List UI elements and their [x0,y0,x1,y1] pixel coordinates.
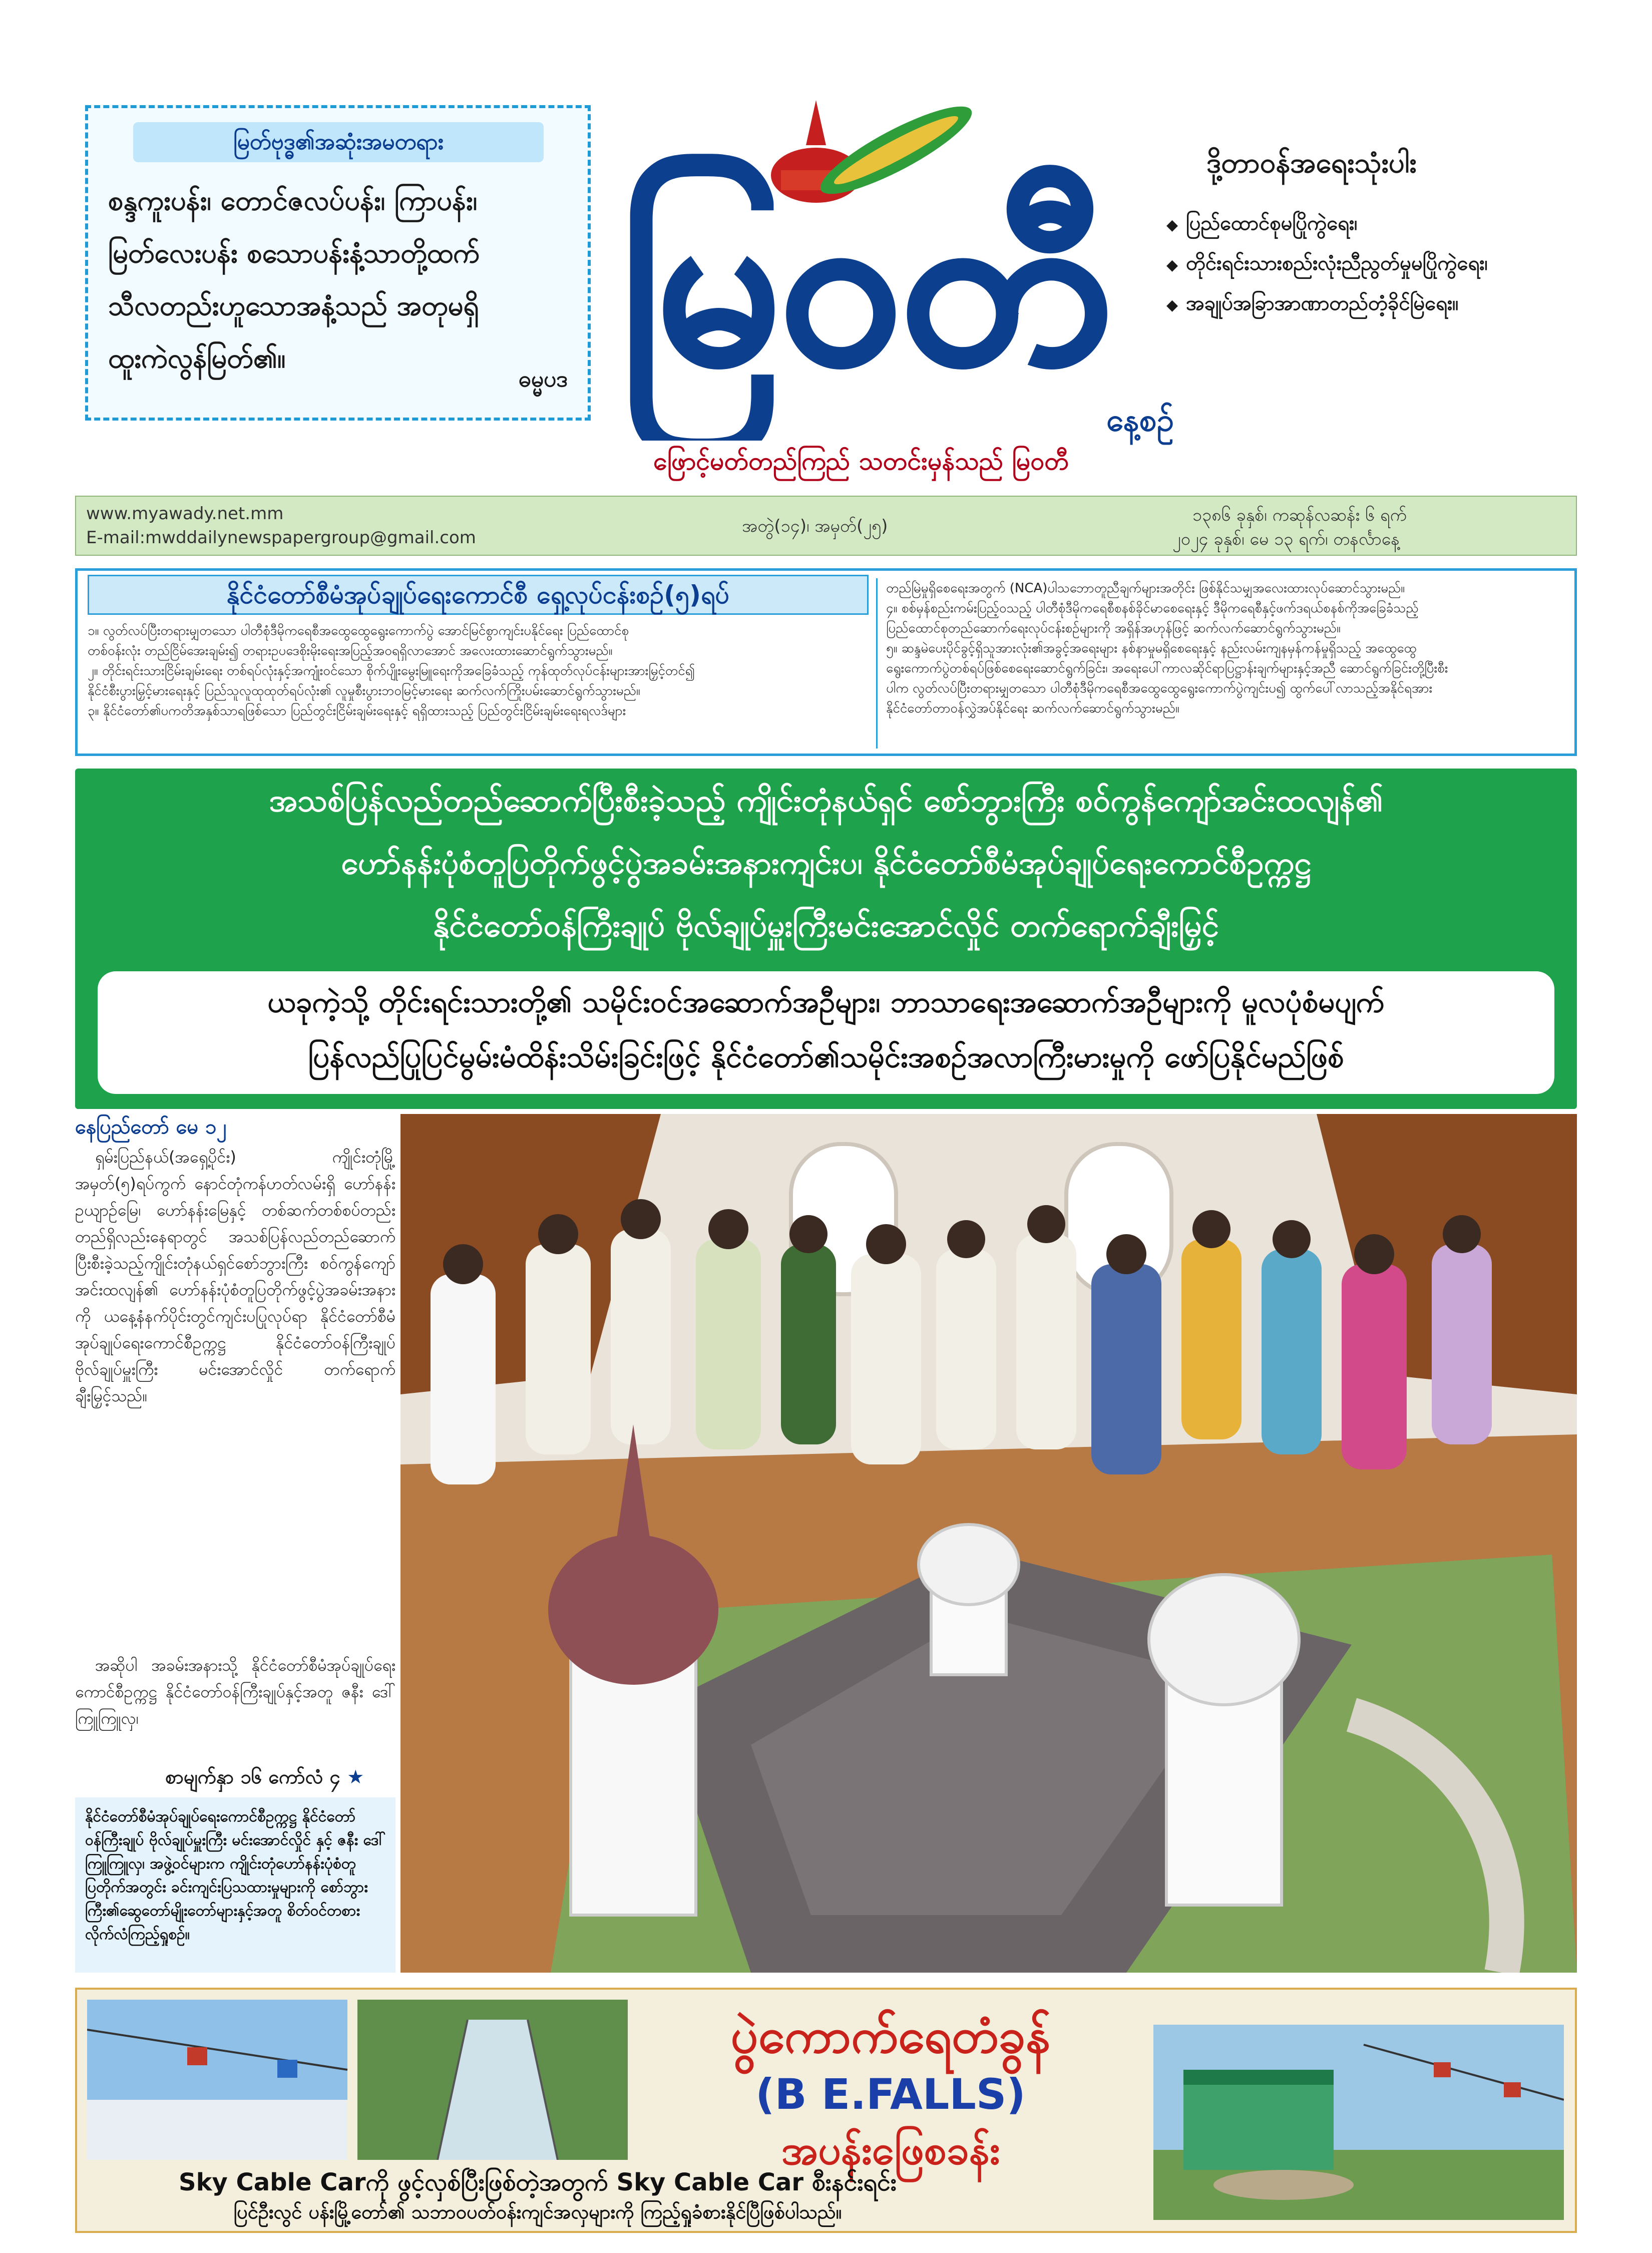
star-icon: ★ [347,1766,364,1788]
slogan-item: ◆ အချုပ်အခြာအာဏာတည်တံ့ခိုင်မြဲရေး။ [1166,292,1459,315]
gregorian-date: ၂၀၂၄ ခုနှစ်၊ မေ ၁၃ ရက်၊ တနင်္လာနေ့ [1172,529,1400,549]
ad-subtitle: အပန်းဖြေစခန်း [781,2127,1000,2173]
diamond-bullet-icon: ◆ [1166,256,1178,274]
dhamma-quote-source: ဓမ္မပဒ [519,366,568,392]
dhamma-quote-line: မြတ်လေးပန်း စသောပန်းနံ့သာတို့ထက် [108,237,480,269]
slogan-item: ◆ တိုင်းရင်းသားစည်းလုံးညီညွတ်မှုမပြိုကွဲရေး၊ [1166,252,1488,275]
email-link[interactable]: E-mail:mwddailynewspapergroup@gmail.com [86,528,476,548]
council-objectives-box [75,568,1577,756]
subheadline-line: ပြန်လည်ပြုပြင်မွမ်းမံထိန်းသိမ်းခြင်းဖြင့် နိုင်ငံတော်၏သမိုင်းအစဉ်အလာကြီးမားမှုကို ဖော်ပြနိုင်မည်ဖြစ် [308,1040,1344,1074]
news-photo [400,1114,1577,1973]
column-divider [876,578,878,748]
slogan-item: ◆ ပြည်ထောင်စုမပြိုကွဲရေး၊ [1166,212,1358,235]
objectives-right-column: တည်မြဲမှုရှိစေရေးအတွက် (NCA)ပါသဘောတူညီချက်များအတိုင်း ဖြစ်နိုင်သမျှအလေးထားလုပ်ဆောင်သွားမည်။ ၄။ စစ်မှန်စည်းကမ်းပြည့်ဝသည့် ပါတီစုံဒီမိုကရေစီစနစ်ခိုင်မာစေရေးနှင့် ဒီမိုကရေစီနှင့်ဖက်ဒရယ်စနစ်ကိုအခြေခံသည့် ပြည်ထောင်စုတည်ဆောက်ရေးလုပ်ငန်းစဉ်များကို အရှိန်အဟုန်ဖြင့် ဆက်လက်ဆောင်ရွက်သွားမည်။ ၅။ ဆန္ဒမဲပေးပိုင်ခွင့်ရှိသူအားလုံး၏အခွင့်အရေးများ နစ်နာမှုမရှိစေရေးနှင့် နည်းလမ်းကျနမှန်ကန်မှုရှိသည့် အထွေထွေ ရွေးကောက်ပွဲတစ်ရပ်ဖြစ်စေရေးဆောင်ရွက်ခြင်း၊ အရေးပေါ်ကာလဆိုင်ရာပြဋ္ဌာန်းချက်များနှင့်အညီ ဆောင်ရွက်ခြင်းတို့ပြီးစီး ပါက လွတ်လပ်ပြီးတရားမျှတသော ပါတီစုံဒီမိုကရေစီအထွေထွေရွေးကောက်ပွဲကျင်းပ၍ ထွက်ပေါ်လာသည့်အနိုင်ရအား နိုင်ငံတော်တာဝန်လွှဲအပ်နိုင်ရေး ဆက်လက်ဆောင်ရွက်သွားမည်။ [886,581,1448,716]
photo-caption-box [75,1797,395,1973]
ad-title: ပွဲကောက်ရေတံခွန် [730,2008,1051,2064]
newspaper-logo [616,80,1116,441]
photo-caption: နိုင်ငံတော်စီမံအုပ်ချုပ်ရေးကောင်စီဥက္ကဋ္ဌ နိုင်ငံတော်ဝန်ကြီးချုပ် ဗိုလ်ချုပ်မှူးကြီး မင်းအောင်လှိုင် နှင့် ဇနီး ဒေါ်ကြူကြူလှ၊ အဖွဲ့ဝင်များက ကျိုင်းတုံဟော်နန်းပုံစံတူ ပြတိုက်အတွင်း ခင်းကျင်းပြသထားမှုများကို စော်ဘွားကြီး၏ဆွေတော်မျိုးတော်များနှင့်အတူ စိတ်ဝင်တစားလိုက်လံကြည့်ရှုစဉ်။ [85,1808,385,1943]
website-link[interactable]: www.myawady.net.mm [86,504,284,524]
edition-label: နေ့စဉ် [1106,402,1174,438]
objectives-left-column: ၁။ လွတ်လပ်ပြီးတရားမျှတသော ပါတီစုံဒီမိုကရေစီအထွေထွေရွေးကောက်ပွဲ အောင်မြင်စွာကျင်းပနိုင်ရေး ပြည်ထောင်စု တစ်ဝန်းလုံး တည်ငြိမ်အေးချမ်း၍ တရားဥပဒေစိုးမိုးရေးအပြည့်အဝရရှိလာအောင် အလေးထားဆောင်ရွက်သွားမည်။ ၂။ တိုင်းရင်းသားငြိမ်းချမ်းရေး တစ်ရပ်လုံးနှင့်အကျုံးဝင်သော စိုက်ပျိုးမွေးမြူရေးကိုအခြေခံသည့် ကုန်ထုတ်လုပ်ငန်းများအားမြှင့်တင်၍ နိုင်ငံစီးပွားမြှင့်မားရေးနှင့် ပြည်သူလူထုထုတ်ရပ်လုံး၏ လူမှုစီးပွားဘဝမြင့်မားရေး ဆက်လက်ကြိုးပမ်းဆောင်ရွက်သွားမည်။ ၃။ နိုင်ငံတော်၏ပကတိအနှစ်သာရဖြစ်သော ပြည်တွင်းငြိမ်းချမ်းရေးနှင့် ရရှိထားသည့် ပြည်တွင်းငြိမ်းချမ်းရေးရလဒ်များ [88,623,695,718]
headline-line: ဟော်နန်းပုံစံတူပြတိုက်ဖွင့်ပွဲအခမ်းအနားကျင်းပ၊ နိုင်ငံတော်စီမံအုပ်ချုပ်ရေးကောင်စီဥက္ကဋ္ဌ [341,845,1311,881]
resort-photo [1153,2025,1564,2220]
dhamma-quote-line: စန္ဒကူးပန်း၊ တောင်ဇလပ်ပန်း၊ ကြာပန်း၊ [108,185,478,216]
article-dateline: နေပြည်တော် မေ ၁၂ [75,1115,227,1139]
dhamma-quote-line: ထူးကဲလွန်မြတ်၏။ [108,342,286,374]
subheadline-line: ယခုကဲ့သို့ တိုင်းရင်းသားတို့၏ သမိုင်းဝင်အဆောက်အဦများ၊ ဘာသာရေးအဆောက်အဦများကို မူလပုံစံမပျက် [267,985,1385,1019]
diamond-bullet-icon: ◆ [1166,216,1178,234]
headline-line: အသစ်ပြန်လည်တည်ဆောက်ပြီးစီးခဲ့သည့် ကျိုင်းတုံနယ်ရှင် စော်ဘွားကြီး စဝ်ကွန်ကျော်အင်းထလျန်၏ [269,782,1383,819]
ad-brand: (B E.FALLS) [755,2070,1026,2119]
article-paragraph: ရှမ်းပြည်နယ်(အရှေ့ပိုင်း) ကျိုင်းတုံမြို့ အမှတ်(၅)ရပ်ကွက် နောင်တုံကန်ဟတ်လမ်းရှိ ဟော်နန်းဥယျာဉ်မြေ၊ ဟော်နန်းမြေနှင့် တစ်ဆက်တစ်စပ်တည်း တည်ရှိလည်းနေရာတွင် အသစ်ပြန်လည်တည်ဆောက်ပြီးစီးခဲ့သည့်ကျိုင်းတုံနယ်ရှင်စော်ဘွားကြီး စဝ်ကွန်ကျော်အင်းထလျန်၏ ဟော်နန်းပုံစံတူပြတိုက်ဖွင့်ပွဲအခမ်းအနားကို ယနေ့နံနက်ပိုင်းတွင်ကျင်းပပြုလုပ်ရာ နိုင်ငံတော်စီမံအုပ်ချုပ်ရေးကောင်စီဥက္ကဋ္ဌ နိုင်ငံတော်ဝန်ကြီးချုပ် ဗိုလ်ချုပ်မှူးကြီး မင်းအောင်လှိုင် တက်ရောက်ချီးမြှင့်သည်။ [75,1148,395,1405]
slogan-title: ဒို့တာဝန်အရေးသုံးပါး [1206,147,1417,179]
subheadline-box [98,971,1554,1094]
continued-reference[interactable]: စာမျက်နှာ ၁၆ ကော်လံ ၄ ★ [165,1766,364,1788]
issue-volume: အတွဲ(၁၄)၊ အမှတ်(၂၅) [742,516,888,536]
article-paragraph: အဆိုပါ အခမ်းအနားသို့ နိုင်ငံတော်စီမံအုပ်ချုပ်ရေးကောင်စီဥက္ကဋ္ဌ နိုင်ငံတော်ဝန်ကြီးချုပ်နှင့်အတူ ဇနီး ဒေါ်ကြူကြူလှ၊ [75,1656,395,1728]
objectives-title: နိုင်ငံတော်စီမံအုပ်ချုပ်ရေးကောင်စီ ရှေ့လုပ်ငန်းစဉ်(၅)ရပ် [88,575,869,615]
ad-footer-line: ပြင်ဦးလွင် ပန်းမြို့တော်၏ သဘာဝပတ်ဝန်းကျင်အလှများကို ကြည့်ရှုခံစားနိုင်ပြီဖြစ်ပါသည်။ [233,2201,842,2223]
main-headline-box [75,769,1577,1109]
headline-line: နိုင်ငံတော်ဝန်ကြီးချုပ် ဗိုလ်ချုပ်မှူးကြီးမင်းအောင်လှိုင် တက်ရောက်ချီးမြှင့် [433,907,1219,944]
dhamma-quote-title: မြတ်ဗုဒ္ဓ၏အဆုံးအမတရား [133,122,544,162]
myanmar-date: ၁၃၈၆ ခုနှစ်၊ ကဆုန်လဆန်း ၆ ရက် [1192,505,1407,525]
ad-footer-line: Sky Cable Carကို ဖွင့်လှစ်ပြီးဖြစ်တဲ့အတွက် Sky Cable Car စီးနင်းရင်း [179,2168,897,2196]
diamond-bullet-icon: ◆ [1166,296,1178,314]
newspaper-tagline: ဖြောင့်မတ်တည်ကြည် သတင်းမှန်သည် မြဝတီ [653,447,1069,476]
issue-info-bar [75,496,1577,556]
dhamma-quote-line: သီလတည်းဟူသောအနံ့သည် အတုမရှိ [108,290,479,321]
advertisement-banner[interactable] [75,1988,1577,2233]
cable-car-photos [87,2000,628,2160]
dhamma-quote-box [85,105,591,421]
logo-wordmark: မြဝတီ [621,161,1111,412]
